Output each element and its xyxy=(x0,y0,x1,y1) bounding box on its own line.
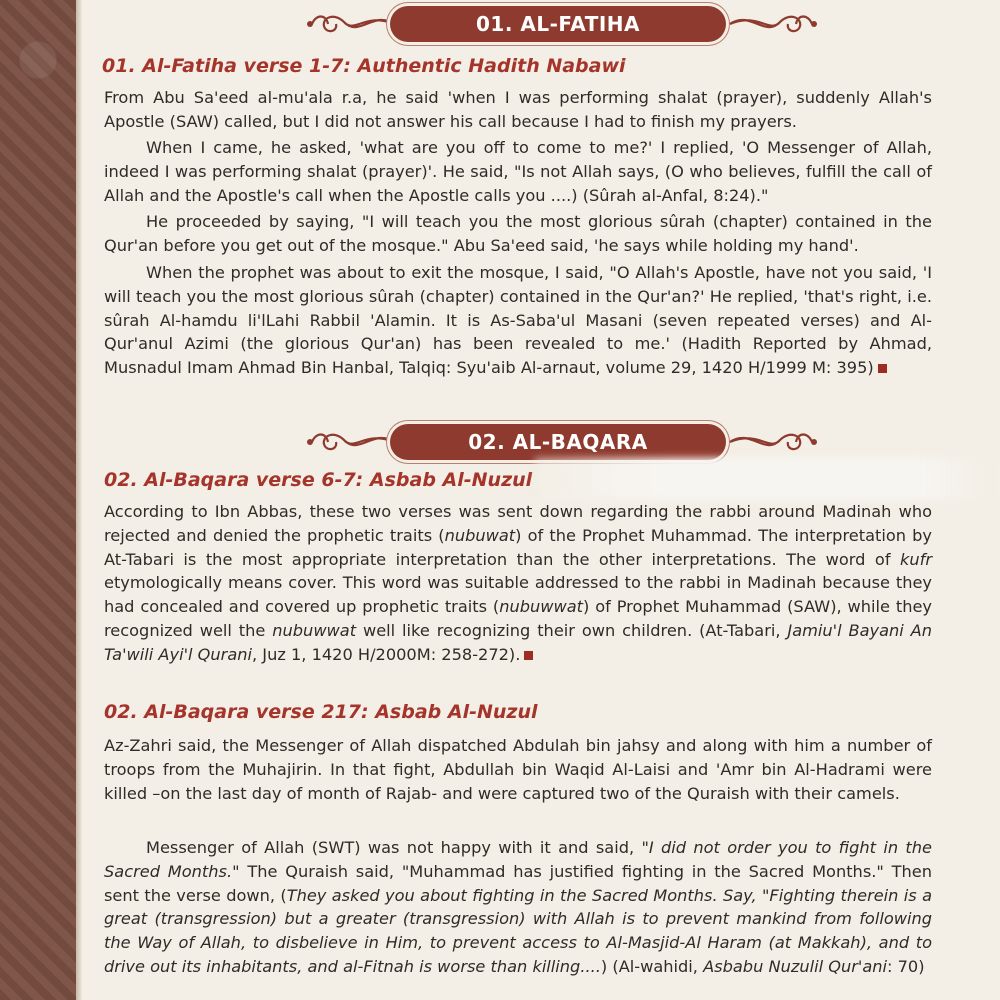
section-title-baqara-6-7: 02. Al-Baqara verse 6-7: Asbab Al-Nuzul xyxy=(104,469,533,491)
ornament-left-icon xyxy=(304,8,396,40)
book-page xyxy=(82,0,1000,1000)
end-mark-icon xyxy=(524,651,533,660)
ornament-left-icon xyxy=(304,426,396,458)
end-mark-icon xyxy=(878,364,887,373)
paragraph: According to Ibn Abbas, these two verses was sent down regarding the rabbi around Madinah who rejected and denied the prophetic traits (nubuwat) of the Prophet Muhammad. The interpretation by At-Tabari is the most appropriate interpretation than the other interpretations. The word of kufr etymologically means cover. This word was suitable addressed to the rabbi in Madinah because they had concealed and covered up prophetic traits (nubuwwat) of Prophet Muhammad (SAW), while they recognized well the nubuwwat well like recognizing their own children. (At-Tabari, Jamiu'l Bayani An Ta'wili Ayi'l Qurani, Juz 1, 1420 H/2000M: 258-272). xyxy=(104,502,932,664)
redaction-blur xyxy=(535,458,987,500)
paragraph: Az-Zahri said, the Messenger of Allah dispatched Abdulah bin jahsy and along with him a number of troops from the Muhajirin. In that fight, Abdullah bin Waqid Al-Laisi and 'Amr bin Al-Hadrami were killed –on the last day of month of Rajab- and were captured two of the Quraish with their camels. xyxy=(104,736,932,803)
paragraph: From Abu Sa'eed al-mu'ala r.a, he said 'when I was performing shalat (prayer), suddenly Allah's Apostle (SAW) called, but I did not answer his call because I had to finish my prayers. xyxy=(104,88,932,131)
chapter-banner-baqara xyxy=(82,422,1000,462)
chapter-banner-fatiha xyxy=(82,4,1000,44)
chapter-banner-label: 02. AL-BAQARA xyxy=(390,424,726,460)
paragraph: He proceeded by saying, "I will teach you the most glorious sûrah (chapter) contained in the Qur'an before you get out of the mosque." Abu Sa'eed said, 'he says while holding my hand'. xyxy=(104,212,932,255)
ornament-right-icon xyxy=(728,8,820,40)
section-title-fatiha: 01. Al-Fatiha verse 1-7: Authentic Hadith Nabawi xyxy=(102,55,626,77)
paragraph: Messenger of Allah (SWT) was not happy with it and said, "I did not order you to fight in the Sacred Months." The Quraish said, "Muhammad has justified fighting in the Sacred Months." Then sent the verse down, (They asked you about fighting in the Sacred Months. Say, "Fighting therein is a great (transgression) but a greater (transgression) with Allah is to prevent mankind from following the Way of Allah, to disbelieve in Him, to prevent access to Al-Masjid-Al Haram (at Makkah), and to drive out its inhabitants, and al-Fitnah is worse than killing....) (Al-wahidi, Asbabu Nuzulil Qur'ani: 70) xyxy=(104,838,932,976)
paragraph: When I came, he asked, 'what are you off to come to me?' I replied, 'O Messenger of Allah, indeed I was performing shalat (prayer)'. He said, "Is not Allah says, (O who believes, fulfill the call of Allah and the Apostle's call when the Apostle calls you ....) (Sûrah al-Anfal, 8:24)." xyxy=(104,138,932,205)
ornament-right-icon xyxy=(728,426,820,458)
book-binding-decoration xyxy=(0,0,76,1000)
chapter-banner-label: 01. AL-FATIHA xyxy=(390,6,726,42)
paragraph: When the prophet was about to exit the mosque, I said, "O Allah's Apostle, have not you said, 'I will teach you the most glorious sûrah (chapter) contained in the Qur'an?' He replied, 'that's right, i.e. sûrah Al-hamdu li'lLahi Rabbil 'Alamin. It is As-Saba'ul Masani (seven repeated verses) and Al-Qur'anul Azimi (the glorious Qur'an) has been revealed to me.' (Hadith Reported by Ahmad, Musnadul Imam Ahmad Bin Hanbal, Talqiq: Syu'aib Al-arnaut, volume 29, 1420 H/1999 M: 395) xyxy=(104,263,932,378)
section-title-baqara-217: 02. Al-Baqara verse 217: Asbab Al-Nuzul xyxy=(104,701,538,723)
